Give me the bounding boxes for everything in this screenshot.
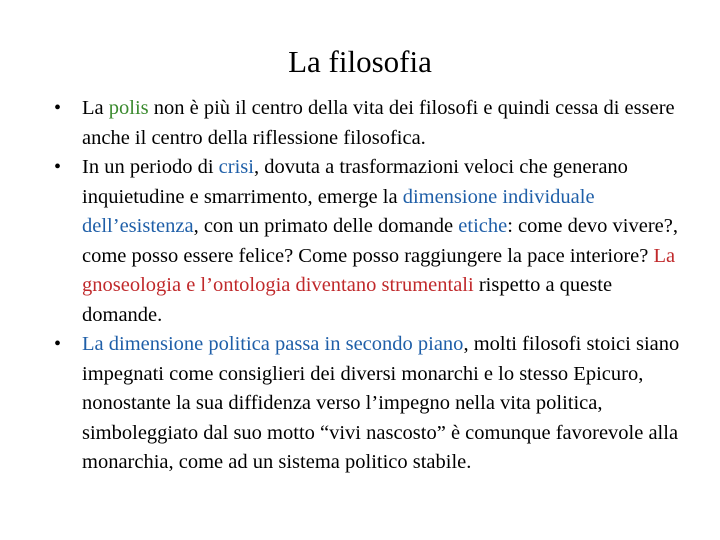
highlighted-phrase: La dimensione politica passa in secondo piano [82, 333, 464, 355]
text-segment: : come devo vivere?, come posso essere felice? Come posso raggiungere la pace interiore? [82, 215, 678, 267]
text-segment: In un periodo di [82, 156, 219, 178]
highlighted-phrase: etiche [458, 215, 508, 237]
bullet-text [82, 333, 679, 473]
bullet-marker: • [54, 97, 62, 119]
text-segment: , con un primato delle domande [193, 215, 459, 237]
text-segment: rispetto a queste domande. [82, 274, 613, 326]
text-segment: , molti filosofi stoici siano impegnati come consiglieri dei diversi monarchi e lo stesso Epicuro, nonostante la sua diffidenza verso l’impegno nella vita politica, simboleggiato dal suo motto “vivi nascosto” è comunque favorevole alla monarchia, come ad un sistema politico stabile. [82, 333, 680, 473]
bullet-item [50, 330, 690, 478]
highlighted-phrase: dimensione individuale dell’esistenza [82, 185, 595, 237]
bullet-item [50, 153, 690, 330]
text-segment: , dovuta a trasformazioni veloci che generano inquietudine e smarrimento, emerge la [82, 156, 628, 208]
text-segment: La [82, 97, 109, 119]
text-segment: non è più il centro della vita dei filosofi e quindi cessa di essere anche il centro della riflessione filosofica. [82, 97, 675, 149]
bullet-text [82, 97, 675, 149]
bullet-marker: • [54, 156, 62, 178]
highlighted-phrase: polis [108, 97, 149, 119]
highlighted-phrase: La gnoseologia e l’ontologia diventano strumentali [82, 244, 676, 296]
bullet-item [50, 94, 690, 153]
slide-title: La filosofia [288, 44, 432, 79]
bullet-marker: • [54, 333, 62, 355]
bullet-list [50, 94, 690, 478]
highlighted-phrase: crisi [218, 156, 254, 178]
bullet-text [82, 156, 678, 326]
